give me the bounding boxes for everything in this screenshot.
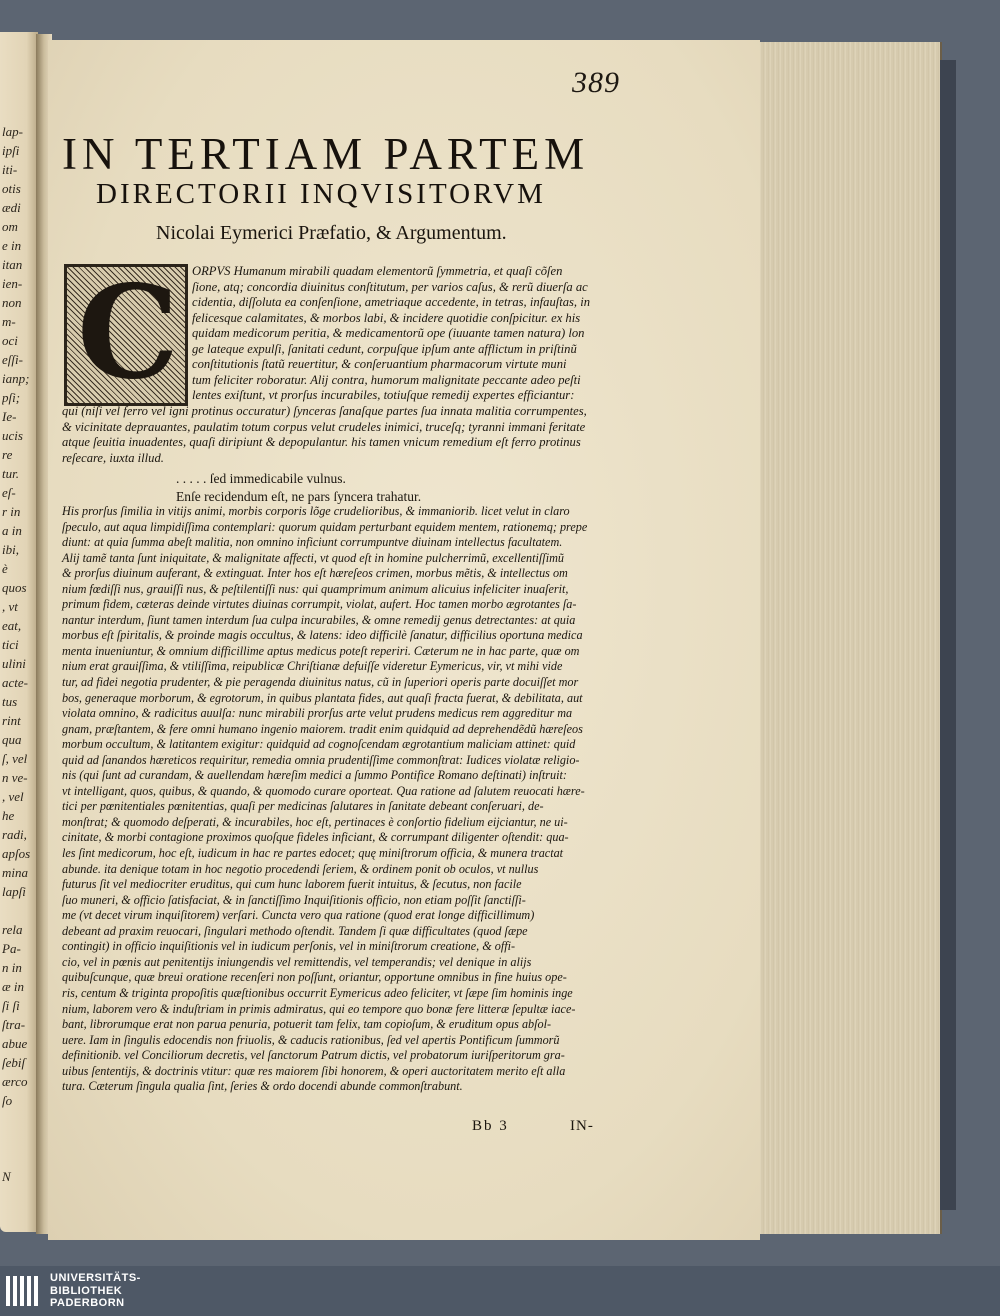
margin-fragment: om [2, 219, 18, 234]
text-line: ge lateque expulſi, ſanitati cedunt, corpuſque ipſum ante afflictum in priſtinũ [192, 341, 577, 356]
margin-fragment: eſ- [2, 485, 16, 500]
margin-fragment: quos [2, 580, 27, 595]
text-line: Alij tamẽ tanta ſunt iniquitate, & malignitate affecti, vt quod eſt in homine pulcherrimũ, excellentiſſimũ [62, 550, 564, 565]
left-margin-text [2, 122, 36, 1186]
margin-fragment: lapſi [2, 884, 26, 899]
margin-fragment: tur. [2, 466, 19, 481]
margin-fragment: radi, [2, 827, 27, 842]
margin-fragment: n in [2, 960, 22, 975]
margin-fragment [2, 1148, 36, 1167]
text-line: nium fœdiſſi nus, grauiſſi nus, & peſtilentiſſi nus: qui quamprimum animum alicuius infeliciter inuaſerit, [62, 581, 569, 596]
text-line: felicesque calamitates, & morbos labi, & incidere quotidie conſpicitur. ex his [192, 310, 581, 325]
margin-fragment: ſo [2, 1093, 13, 1108]
text-line: debeant ad praxim reuocari, ſingulari methodo oſtendit. Tandem ſi quæ difficultates (quod ſæpe [62, 923, 528, 938]
margin-fragment: ien- [2, 276, 23, 291]
text-line: diunt: at quia ſumma abeſt malitia, non omnino inficiunt corrumpuntve diuinam intellectus facultatem. [62, 535, 563, 550]
text-line: quid ad ſanandos hæreticos requiritur, remedia omnia prudentiſſime commonſtrat: Iudices violatæ religio- [62, 752, 580, 767]
margin-fragment: tus [2, 694, 18, 709]
margin-fragment: Pa- [2, 941, 21, 956]
text-line: uibus ſententijs, & doctrinis vtitur: quæ res maiorem ſibi honorem, & operi auctoritatem merito eſt alla [62, 1063, 566, 1078]
text-line: nium, laborem vero & induſtriam in primis admiratus, qui eo tempore quo bonæ fere litteræ ſepultæ iace- [62, 1001, 576, 1016]
text-line: reſecare, iuxta illud. [62, 450, 164, 465]
text-line: primum fidem, cæteras deinde virtutes diuinas corrumpit, violat, aufert. Hoc tamen morbo ægrotantes ſa- [62, 597, 577, 612]
page-subtitle: DIRECTORII INQVISITORVM [96, 178, 546, 210]
margin-fragment: a in [2, 523, 22, 538]
initial-letter: C [77, 258, 179, 408]
margin-fragment: oci [2, 333, 18, 348]
margin-fragment: ſebiſ [2, 1055, 26, 1070]
text-line: conſtitutionis ſtatũ reuertitur, & conſeruantium pharmacorum virtute muni [192, 357, 567, 371]
text-line: violata omnino, & radicitus auulſa: nunc mirabili prorſus arte velut prudens medicus rem aggreditur ma [62, 706, 573, 721]
margin-fragment: æ in [2, 979, 25, 994]
margin-fragment: ianp; [2, 371, 30, 386]
margin-fragment: ibi, [2, 542, 19, 557]
margin-fragment [2, 1129, 36, 1148]
margin-fragment: eat, [2, 618, 22, 633]
catchword: IN- [570, 1118, 594, 1134]
verse-line: . . . . . ſed immedicabile vulnus. [176, 471, 346, 486]
library-name-line-3: PADERBORN [50, 1297, 125, 1309]
library-name-line-1: UNIVERSITÄTS- [50, 1272, 141, 1284]
library-footer [0, 1266, 1000, 1316]
text-line: contingit) in officio inquiſitionis vel in iudicum perſonis, vel in miniſtrorum creatione, & offi- [62, 939, 516, 954]
text-line: & vicinitate deprauantes, paulatim totum corpus velut crudeles inimici, truceſq; tyranni immani feritate [62, 419, 586, 434]
text-line: vt intelligant, quos, quibus, & quando, & quomodo curare oporteat. Qua ratione ad ſalutem reuocati hære- [62, 783, 585, 798]
page-subtitle-2: Nicolai Eymerici Præfatio, & Argumentum. [156, 222, 507, 244]
text-line: cidentia, diſſoluta ea conſenſione, ametriaque accedente, in tetras, infauſtas, in [192, 295, 591, 309]
text-line: tum feliciter roboratur. Alij contra, humorum malignitate peccante adeo peſti [192, 372, 581, 387]
text-line: & prorſus diuinum auferant, & extinguat. Inter hos eſt hæreſeos crimen, morbus mẽtis, & intellectus om [62, 566, 568, 581]
page-number: 389 [572, 66, 620, 99]
text-line: qui (niſi vel ferro vel igni protinus occuratur) ſynceras ſanaſque partes ſua innata malitia corrumpentes, [62, 404, 587, 418]
text-line: futurus ſit vel mediocriter eruditus, qui cum hunc laborem fuerit intuitus, & ſecutus, non facile [62, 877, 522, 892]
text-line: quidam medicorum peritia, & medicamentorũ ope (iuuante tamen natura) lon [192, 326, 585, 340]
margin-fragment: , vel [2, 789, 24, 804]
margin-fragment: eſſi- [2, 352, 23, 367]
text-line: atque ſeuitia inuadentes, quaſi diripiunt & depopulantur. his tamen vnicum remedium eſt ferro protinus [62, 435, 581, 449]
margin-fragment: lap- [2, 124, 23, 139]
library-name [50, 1272, 141, 1310]
text-line: cinitate, & morbi contagione proximos quoſque fideles inficiant, & corrumpant diligenter oſtendit: qua- [62, 830, 569, 845]
margin-fragment: è [2, 561, 8, 576]
margin-fragment: ſ, vel [2, 751, 28, 766]
margin-fragment: n ve- [2, 770, 28, 785]
margin-fragment: ucis [2, 428, 23, 443]
signature-mark: Bb 3 [472, 1118, 509, 1134]
text-line: bos, generaque morborum, & egrotorum, in quibus plantata fides, aut quaſi fracta fuerat, & debilitata, aut [62, 690, 583, 705]
margin-fragment: r in [2, 504, 21, 519]
margin-fragment: ipſi [2, 143, 20, 158]
margin-fragment: ulini [2, 656, 26, 671]
text-line: ſione, atq; concordia diuinitus conſtitutum, per varios caſus, & rerũ diuerſa ac [192, 279, 588, 294]
text-line: morbus eſt ſpiritalis, & proinde magis occultus, & latens: ideo difficilè ſanatur, difficilius oportuna medica [62, 628, 583, 643]
text-line: les ſint medicorum, hoc eſt, iudicum in hac re partes edocet; quę miniſtrorum officia, & munera tractat [62, 846, 564, 861]
margin-fragment: N [2, 1169, 11, 1184]
text-line: quibuſcunque, quæ breui oratione recenſeri non poſſunt, oriantur, opportune omnibus in fine huius ope- [62, 970, 567, 985]
verse-quotation [176, 470, 421, 506]
text-line: bant, librorumque erat non parua penuria, potuerit tam felix, tam copioſum, & eruditum opus abſol- [62, 1017, 552, 1032]
intro-paragraph-continued [62, 404, 587, 466]
text-line: abunde. ita denique totam in hoc negotio procedendi ſeriem, & ordinem ponit ob oculos, vt nullus [62, 861, 539, 876]
text-line: tici per pœnitentiales pœnitentias, quaſi per medicinas ſalutares in ſanitate debeant conſeruari, de- [62, 799, 544, 814]
text-line: tura. Cæterum ſingula qualia ſint, ſeries & ordo docendi abunde commonſtrabunt. [62, 1079, 463, 1094]
left-page [0, 32, 38, 1232]
margin-fragment: acte- [2, 675, 28, 690]
text-line: lentes exiſtunt, vt prorſus incurabiles, totiuſque remedij expertes efficiantur: [192, 388, 575, 402]
margin-fragment: qua [2, 732, 22, 747]
margin-fragment: iti- [2, 162, 18, 177]
margin-fragment: rela [2, 922, 23, 937]
text-line: nium erat grauiſſima, & vtiliſſima, reipublicæ Chriſtianæ defuiſſe videretur Eymericus, vir, vt mihi vide [62, 659, 563, 674]
verse-line: Enſe recidendum eſt, ne pars ſyncera trahatur. [176, 489, 422, 504]
margin-fragment: ædi [2, 200, 21, 215]
margin-fragment: non [2, 295, 22, 310]
margin-fragment: rint [2, 713, 21, 728]
margin-fragment: ſi ſi [2, 998, 20, 1013]
text-line: tur, ad fidei negotia prudenter, & pie peragenda diuinitus natus, cũ in ſuperiori operis parte docuiſſet mor [62, 675, 579, 690]
woodcut-initial [64, 258, 188, 408]
text-line: nantur interdum, ſiunt tamen interdum ſua culpa incurabiles, & omne remedij genus detrectantes: at quia [62, 612, 576, 627]
text-line: nis (qui ſunt ad curandam, & auellendam hæreſim medici a ſummo Pontifice Romano deſtinati) inſtruit: [62, 768, 567, 783]
margin-fragment: , vt [2, 599, 18, 614]
text-line: ORPVS Humanum mirabili quadam elementorũ ſymmetria, et quaſi cõſen [192, 264, 563, 278]
text-line: His prorſus ſimilia in vitijs animi, morbis corporis lõge crudelioribus, & immaniorib. licet velut in claro [62, 504, 570, 518]
library-name-line-2: BIBLIOTHEK [50, 1284, 123, 1297]
text-line: gnam, præſtantem, & fere omni humano ingenio maiorem. tradit enim quidquid ad deprehendẽdũ hæreſeos [62, 721, 583, 736]
text-line: ſpeculo, aut aqua limpidiſſima contemplari: quorum quidam perturbant equidem mentem, rationemq; prepe [62, 519, 588, 534]
margin-fragment [2, 901, 36, 920]
margin-fragment: tici [2, 637, 19, 652]
margin-fragment: otis [2, 181, 21, 196]
margin-fragment: pſi; [2, 390, 21, 405]
margin-fragment: re [2, 447, 13, 462]
text-line: monſtrat; & quomodo deſperati, & incurabiles, hoc eſt, pertinaces è conſortio fidelium eijciantur, ne ui- [62, 814, 568, 829]
margin-fragment: mina [2, 865, 28, 880]
text-line: menta inueniuntur, & omnium difficillime aptus medicus poteſt reperiri. Cæterum ne in hac parte, quæ om [62, 643, 580, 658]
margin-fragment: m- [2, 314, 16, 329]
text-line: definitionib. vel Conciliorum decretis, vel ſanctorum Patrum dictis, vel probatorum iuriſperitorum gra- [62, 1048, 565, 1063]
margin-fragment: itan [2, 257, 23, 272]
text-line: me (vt decet virum inquiſitorem) verſari. Cuncta vero qua ratione (quod erat longe difficillimum) [62, 908, 535, 923]
page-title: IN TERTIAM PARTEM [62, 129, 590, 179]
text-line: uere. Iam in ſingulis edocendis non friuolis, & caducis rationibus, ſed vel apertis Pontificum ſummorũ [62, 1032, 560, 1047]
margin-fragment: ærco [2, 1074, 28, 1089]
edge-shadow [940, 60, 956, 1210]
margin-fragment [2, 1110, 36, 1129]
text-line: ſuo muneri, & officio ſatisfaciat, & in ſanctiſſimo Inquiſitionis officio, non etiam poſſit ſanctiſſi- [62, 892, 526, 907]
text-line: cio, vel in pœnis aut penitentijs iniungendis vel remittendis, vel temperandis; vel denique in alijs [62, 954, 532, 969]
text-line: ris, centum & triginta propoſitis quæſtionibus occurrit Eymericus adeo feliciter, vt ſæpe ſim hominis inge [62, 985, 573, 1000]
margin-fragment: abue [2, 1036, 28, 1051]
body-paragraph [62, 504, 587, 1095]
intro-paragraph [192, 264, 590, 404]
margin-fragment: e in [2, 238, 22, 253]
margin-fragment: he [2, 808, 15, 823]
page-edges [752, 42, 942, 1234]
margin-fragment: apſos [2, 846, 31, 861]
text-line: morbum occultum, & latitantem exigitur: quidquid ad cognoſcendam ægrotantium maliciam attinet: quid [62, 737, 576, 752]
margin-fragment: ſtra- [2, 1017, 26, 1032]
margin-fragment: Ie- [2, 409, 17, 424]
library-logo-icon [6, 1274, 42, 1308]
